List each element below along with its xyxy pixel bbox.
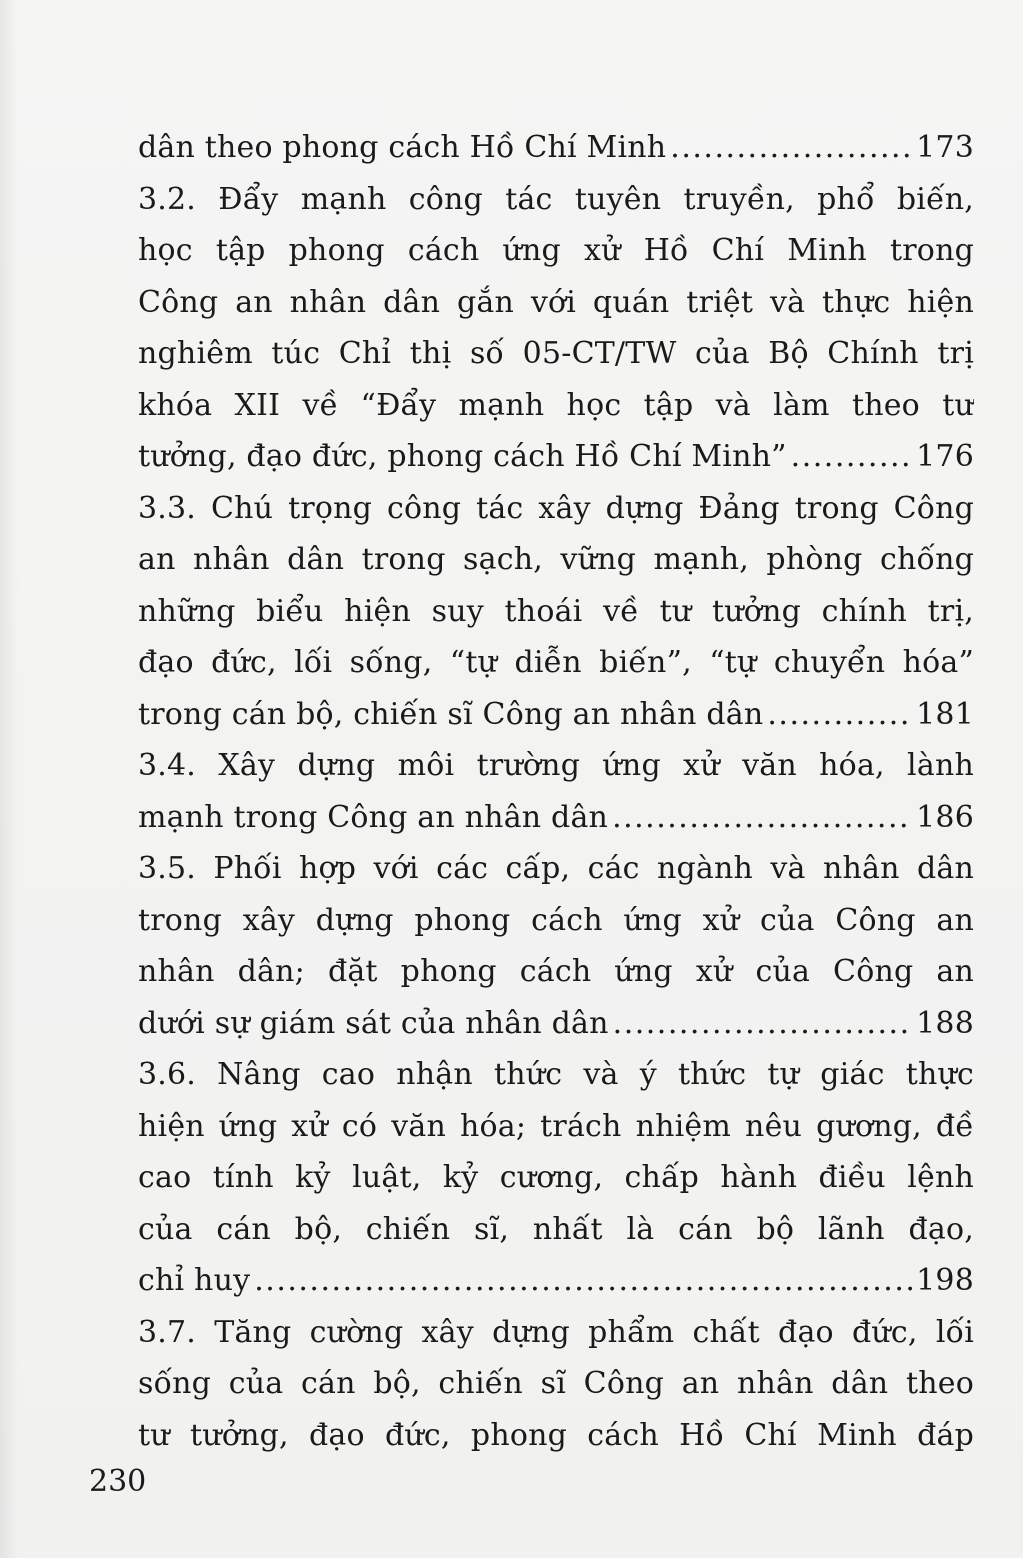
toc-line: đạo đức, lối sống, “tự diễn biến”, “tự chuyển hóa”: [138, 645, 974, 680]
toc-page-ref: 173: [916, 130, 974, 165]
toc-line: 3.3. Chú trọng công tác xây dựng Đảng trong Công: [138, 490, 974, 526]
toc-line: trong cán bộ, chiến sĩ Công an nhân dân ..... 181: [138, 689, 974, 741]
toc-line: dưới sự giám sát của nhân dân ..... 188: [138, 998, 974, 1050]
toc-line: nhân dân; đặt phong cách ứng xử của Công an: [138, 954, 974, 989]
toc-line: học tập phong cách ứng xử Hồ Chí Minh trong: [138, 233, 974, 268]
toc-line: cao tính kỷ luật, kỷ cương, chấp hành điều lệnh: [138, 1160, 974, 1195]
dot-leader: [612, 792, 912, 844]
toc-page-ref: 198: [916, 1263, 974, 1298]
table-of-contents: [138, 122, 974, 1461]
toc-line: chỉ huy ..... 198: [138, 1255, 974, 1307]
toc-line: trong xây dựng phong cách ứng xử của Công an: [138, 902, 974, 938]
toc-line: 3.6. Nâng cao nhận thức và ý thức tự giác thực: [138, 1057, 974, 1092]
toc-line: sống của cán bộ, chiến sĩ Công an nhân dân theo: [138, 1366, 974, 1401]
toc-line: an nhân dân trong sạch, vững mạnh, phòng chống: [138, 542, 974, 577]
toc-line: 3.4. Xây dựng môi trường ứng xử văn hóa, lành: [138, 748, 974, 783]
toc-line: tư tưởng, đạo đức, phong cách Hồ Chí Minh đáp: [138, 1417, 974, 1453]
toc-line: của cán bộ, chiến sĩ, nhất là cán bộ lãnh đạo,: [138, 1211, 974, 1247]
toc-line: 3.5. Phối hợp với các cấp, các ngành và nhân dân: [138, 851, 974, 886]
toc-line: dân theo phong cách Hồ Chí Minh ..... 173: [138, 122, 974, 174]
toc-page-ref: 176: [916, 439, 974, 474]
dot-leader: [670, 122, 912, 174]
toc-line: những biểu hiện suy thoái về tư tưởng chính trị,: [138, 593, 974, 629]
dot-leader: [767, 689, 912, 741]
dot-leader: [791, 431, 912, 483]
toc-page-ref: 186: [916, 799, 974, 835]
dot-leader: [254, 1255, 912, 1307]
toc-page-ref: 188: [916, 1005, 974, 1041]
toc-line: 3.2. Đẩy mạnh công tác tuyên truyền, phổ biến,: [138, 181, 974, 217]
toc-line: khóa XII về “Đẩy mạnh học tập và làm theo tư: [138, 387, 974, 423]
toc-line: tưởng, đạo đức, phong cách Hồ Chí Minh” ..... 176: [138, 431, 974, 483]
toc-line: mạnh trong Công an nhân dân ..... 186: [138, 792, 974, 844]
page-number: 230: [89, 1464, 147, 1499]
page-edge-shadow: [0, 0, 18, 1558]
toc-line: hiện ứng xử có văn hóa; trách nhiệm nêu gương, đề: [138, 1108, 974, 1144]
toc-line: 3.7. Tăng cường xây dựng phẩm chất đạo đức, lối: [138, 1314, 974, 1350]
toc-page-ref: 181: [916, 696, 974, 732]
toc-line: nghiêm túc Chỉ thị số 05-CT/TW của Bộ Chính trị: [138, 336, 974, 371]
toc-line: Công an nhân dân gắn với quán triệt và thực hiện: [138, 284, 974, 320]
dot-leader: [613, 998, 912, 1050]
